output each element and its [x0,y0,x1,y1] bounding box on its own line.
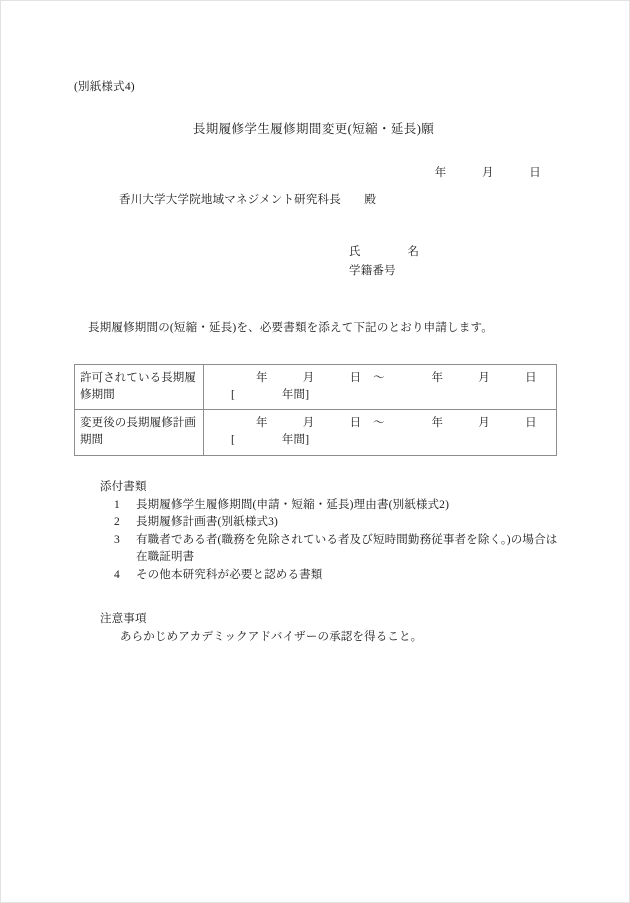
row-value-current-period [204,365,557,410]
table-row [75,365,557,410]
date-line: 年 月 日 [434,167,541,180]
notes-body: あらかじめアカデミックアドバイザーの承認を得ること。 [120,631,423,644]
attachments-heading: 添付書類 [100,480,147,493]
applicant-block [74,207,567,281]
list-item-label: 長期履修計画書(別紙様式3) [136,516,279,529]
list-item-number: 3 [114,533,120,546]
notes-heading: 注意事項 [100,613,147,626]
current-period-range: 年 月 日 〜 年 月 日 [256,372,537,385]
page-title: 長期履修学生履修期間変更(短縮・延長)願 [192,122,435,137]
list-item [100,514,567,531]
list-item-label: 長期履修学生履修期間(申請・短縮・延長)理由書(別紙様式2) [136,498,450,511]
document-body [1,1,629,902]
attachments-list [100,494,567,584]
list-item [100,532,567,567]
current-period-duration: [ 年間] [231,388,310,401]
list-item [100,567,567,584]
row-value-revised-period [204,410,557,455]
revised-period-range: 年 月 日 〜 年 月 日 [256,417,537,430]
list-item-number: 2 [114,516,120,529]
revised-period-duration: [ 年間] [231,434,310,447]
form-code: (別紙様式4) [74,81,135,93]
notes-section [74,584,567,646]
addressee-line: 香川大学大学院地域マネジメント研究科長 殿 [119,194,377,207]
table-row [75,410,557,455]
list-item-number: 4 [114,568,120,581]
row-label-current-period: 許可されている長期履修期間 [75,365,204,410]
attachments-section [74,456,567,584]
application-statement: 長期履修期間の(短縮・延長)を、必要書類を添えて下記のとおり申請します。 [88,322,493,335]
list-item-number: 1 [114,498,120,511]
name-field-label: 氏 名 [349,246,420,259]
row-label-revised-period: 変更後の長期履修計画期間 [75,410,204,455]
list-item-label: 有職者である者(職務を免除されている者及び短時間勤務従事者を除く。)の場合は在職証明書 [136,533,558,564]
period-table [74,364,557,456]
student-number-field-label: 学籍番号 [349,265,396,278]
list-item-label: その他本研究科が必要と認める書類 [136,568,323,581]
list-item [100,497,567,514]
